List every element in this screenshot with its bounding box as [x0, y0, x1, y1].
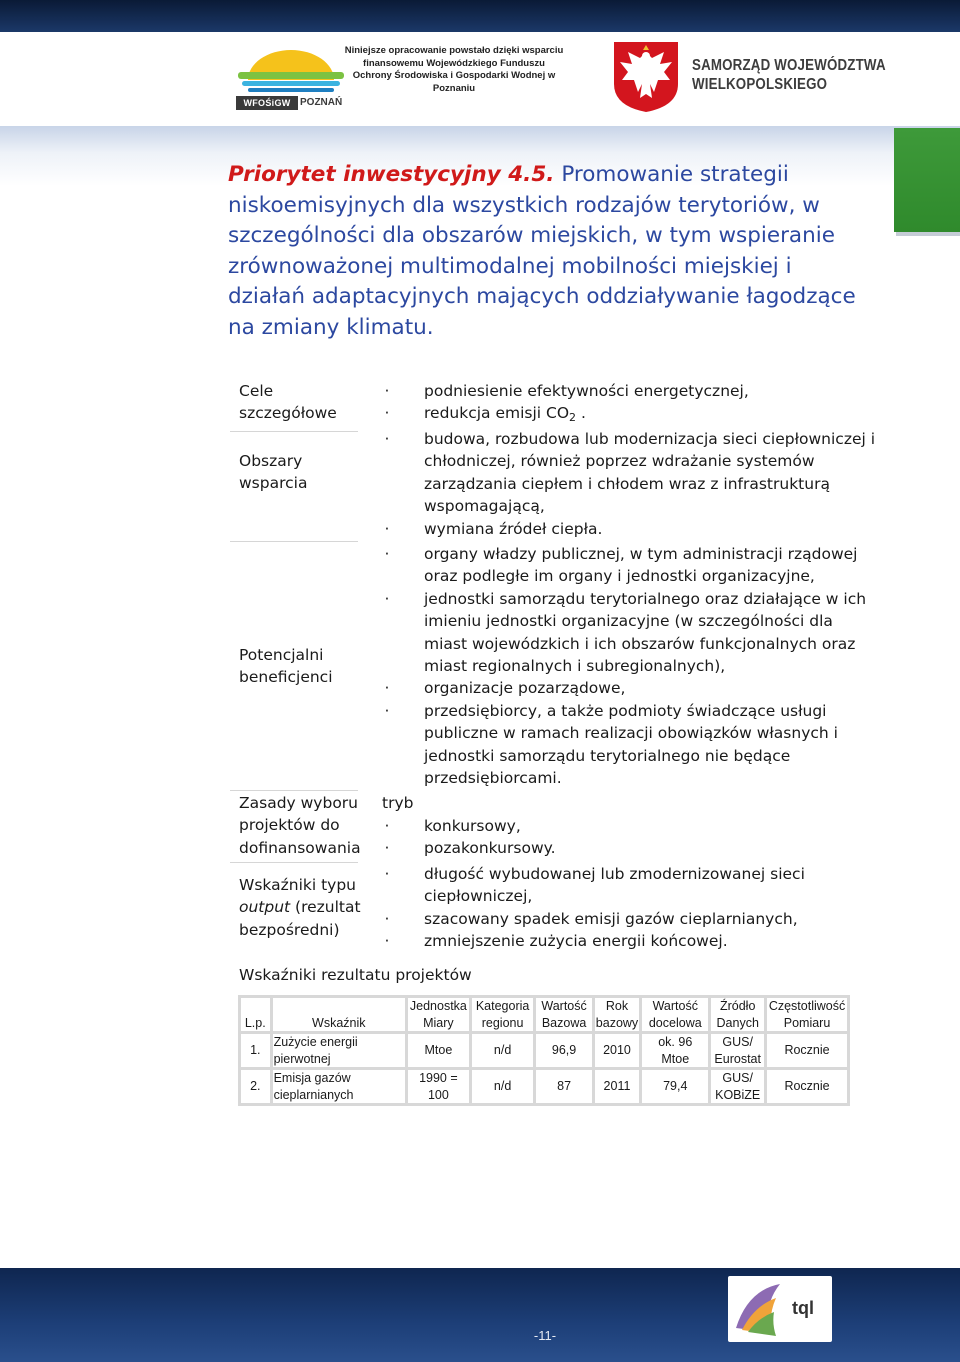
cell-text: KOBiZE [715, 1087, 761, 1102]
label-line: bezpośredni) [239, 920, 340, 939]
bullet-icon: · [384, 679, 390, 698]
bullet-icon: · [384, 404, 390, 423]
cell-text: GUS/ [722, 1071, 753, 1085]
header-text: bazowy [595, 1015, 639, 1030]
list-item [376, 402, 876, 429]
tql-logo-text: tql [792, 1298, 814, 1318]
header-text: Danych [716, 1015, 759, 1030]
list-item [376, 543, 876, 588]
table-row [241, 1070, 847, 1103]
wielkopolska-coat-of-arms-icon [612, 40, 680, 114]
top-strip [0, 0, 960, 32]
cell-text: pierwotnej [273, 1051, 331, 1066]
header-rok [595, 998, 639, 1031]
obszary-list [376, 428, 876, 540]
cell-text: cieplarnianych [273, 1087, 354, 1102]
cell-wartosc-bazowa: 96,9 [536, 1034, 591, 1067]
item-text: szacowany spadek emisji gazów cieplarnianych, [424, 909, 798, 928]
bullet-icon: · [384, 865, 390, 883]
cell-rok: 2011 [595, 1070, 639, 1103]
header-text: Wskaźnik [312, 1015, 366, 1030]
wfosigw-label: WFOŚiGW [236, 96, 298, 110]
header-text: Częstotliwość [768, 999, 846, 1013]
cell-wskaznik [273, 1034, 405, 1067]
indicators-table [238, 995, 850, 1106]
samorzad-line-1: SAMORZĄD WOJEWÓDZTWA [692, 57, 886, 74]
item-end: . [576, 404, 586, 423]
cell-text: ok. 96 [658, 1035, 693, 1049]
label-line: Wskaźniki typu [239, 876, 356, 894]
table-row [241, 1034, 847, 1067]
label-line: Potencjalni [239, 646, 324, 664]
header-text: docelowa [648, 1015, 702, 1030]
bullet-icon: · [384, 382, 390, 400]
header-text: Rok [605, 999, 629, 1013]
cell-text: Mtoe [661, 1051, 690, 1066]
header-text: L.p. [244, 1015, 266, 1030]
cell-jednostka [408, 1070, 469, 1103]
header-wartosc-bazowa [536, 998, 591, 1031]
label-line: projektów do [239, 816, 340, 835]
label-line: Zasady wyboru [239, 794, 358, 812]
cell-docelowa [642, 1070, 708, 1103]
cell-text: GUS/ [722, 1035, 753, 1049]
label-line: Obszary [239, 452, 303, 470]
priority-title: Promowanie strategii niskoemisyjnych dla wszystkich rodzajów terytoriów, w szczególności dla obszarów miejskich, w tym wspieranie zrównoważonej multimodalnej mobilności miejskiej i działań adaptacyjnych mających oddziaływanie łagodzące na zmiany klimatu. [228, 162, 856, 340]
bullet-icon: · [384, 909, 390, 928]
item-text: długość wybudowanej lub zmodernizowanej sieci ciepłowniczej, [424, 865, 805, 906]
cell-czestotliwosc: Rocznie [767, 1034, 847, 1067]
cell-text: Emisja gazów [273, 1071, 351, 1085]
item-text: konkursowy, [424, 817, 521, 835]
tql-logo-icon [728, 1276, 832, 1342]
header-jednostka [408, 998, 469, 1031]
section-divider [230, 541, 358, 542]
tryb-label: tryb [382, 794, 414, 812]
list-item [376, 908, 876, 930]
table-header-row [241, 998, 847, 1031]
item-text: budowa, rozbudowa lub modernizacja sieci ciepłowniczej i chłodniczej, również poprzez wdrażanie systemów zarządzania ciepłem i chłodem wraz z infrastrukturą wspomagającą, [424, 430, 876, 516]
header-zrodlo [711, 998, 764, 1031]
item-text: zmniejszenie zużycia energii końcowej. [424, 932, 728, 951]
header-text: Bazowa [541, 1015, 587, 1030]
cell-zrodlo [711, 1070, 764, 1103]
section-label-cele [239, 380, 337, 425]
header-docelowa [642, 998, 708, 1031]
header-text: Źródło [719, 999, 756, 1013]
cell-lp: 2. [241, 1070, 270, 1103]
cell-text: 79,4 [663, 1079, 688, 1094]
cell-zrodlo [711, 1034, 764, 1067]
label-line: dofinansowania [239, 838, 361, 857]
priority-heading [228, 160, 868, 344]
list-item [376, 700, 876, 790]
label-line: beneficjenci [239, 668, 333, 687]
list-item [376, 428, 876, 518]
header-wskaznik [273, 998, 405, 1031]
wfosigw-city: POZNAŃ [300, 97, 343, 108]
cell-lp: 1. [241, 1034, 270, 1067]
bullet-icon: · [384, 545, 390, 563]
cell-jednostka [408, 1034, 469, 1067]
header-text: Wartość [541, 999, 587, 1013]
header-czestotliwosc [767, 998, 847, 1031]
section-divider [230, 790, 358, 791]
samorzad-logo-text [692, 56, 886, 94]
indicators-title: Wskaźniki rezultatu projektów [239, 966, 472, 984]
header-text: Jednostka [409, 999, 467, 1013]
header-text: Pomiaru [783, 1015, 831, 1030]
list-item [376, 930, 876, 952]
green-accent-block [894, 128, 960, 232]
label-rest: (rezultat [290, 898, 361, 917]
cell-docelowa [642, 1034, 708, 1067]
label-line: szczegółowe [239, 404, 337, 423]
output-italic: output [239, 898, 291, 917]
bullet-icon: · [384, 519, 390, 538]
cell-wskaznik [273, 1070, 405, 1103]
list-item [376, 588, 876, 678]
header-text: Wartość [652, 999, 698, 1013]
bullet-icon: · [384, 701, 390, 720]
section-label-obszary [239, 450, 307, 495]
section-divider [230, 862, 358, 863]
section-label-output [239, 874, 361, 941]
section-divider [230, 431, 358, 432]
header-text: Kategoria [475, 999, 530, 1013]
co2-subscript: 2 [569, 411, 577, 425]
item-text: wymiana źródeł ciepła. [424, 519, 603, 538]
item-text: organy władzy publicznej, w tym administracji rządowej oraz podległe im organy i jednostki organizacyjne, [424, 545, 858, 586]
section-label-zasady [239, 792, 361, 859]
page-number: -11- [533, 1328, 557, 1343]
header-text: Miary [423, 1015, 454, 1030]
label-line [239, 896, 361, 918]
zasady-list [376, 815, 876, 860]
samorzad-line-2: WIELKOPOLSKIEGO [692, 76, 828, 93]
cell-text: 1990 = [419, 1071, 458, 1085]
item-text: pozakonkursowy. [424, 839, 556, 858]
item-text: redukcja emisji CO [424, 404, 570, 423]
cell-text: 100 [427, 1087, 449, 1102]
list-item [376, 518, 876, 540]
bullet-icon: · [384, 839, 390, 858]
output-list [376, 863, 876, 953]
list-item [376, 863, 876, 908]
section-label-beneficjenci [239, 644, 333, 689]
cell-czestotliwosc: Rocznie [767, 1070, 847, 1103]
bullet-icon: · [384, 817, 390, 835]
label-line: Cele [239, 382, 274, 400]
funding-note: Niniejsze opracowanie powstało dzięki wsparciu finansowemu Wojewódzkiego Funduszu Ochrony Środowiska i Gospodarki Wodnej w Poznaniu [344, 45, 564, 94]
list-item [376, 380, 876, 402]
cell-kategoria: n/d [472, 1070, 534, 1103]
bullet-icon: · [384, 589, 390, 608]
header-text: regionu [481, 1015, 524, 1030]
cell-text: Mtoe [424, 1043, 453, 1058]
green-accent-shadow [896, 232, 960, 236]
priority-label: Priorytet inwestycyjny 4.5. [228, 162, 555, 187]
cele-list [376, 380, 876, 430]
cell-kategoria: n/d [472, 1034, 534, 1067]
list-item [376, 677, 876, 699]
bullet-icon: · [384, 430, 390, 448]
cell-text: Zużycie energii [273, 1035, 358, 1049]
item-text: organizacje pozarządowe, [424, 679, 626, 698]
list-item [376, 815, 876, 837]
bullet-icon: · [384, 932, 390, 951]
cell-wartosc-bazowa: 87 [536, 1070, 591, 1103]
header-lp [241, 998, 270, 1031]
list-item [376, 837, 876, 859]
beneficjenci-list [376, 543, 876, 789]
item-text: jednostki samorządu terytorialnego oraz działające w ich imieniu jednostki organizacyjne (w szczególności dla miast wojewódzkich i ich obszarów funkcjonalnych oraz miast regionalnych i subregionalnych), [424, 589, 867, 676]
item-text: podniesienie efektywności energetycznej, [424, 382, 749, 400]
item-text: przedsiębiorcy, a także podmioty świadczące usługi publiczne w ramach realizacji obowiązków własnych i jednostki samorządu terytorialnego nie będące przedsiębiorcami. [424, 701, 838, 788]
header-kategoria [472, 998, 534, 1031]
cell-rok: 2010 [595, 1034, 639, 1067]
cell-text: Eurostat [714, 1051, 761, 1066]
label-line: wsparcia [239, 474, 308, 493]
